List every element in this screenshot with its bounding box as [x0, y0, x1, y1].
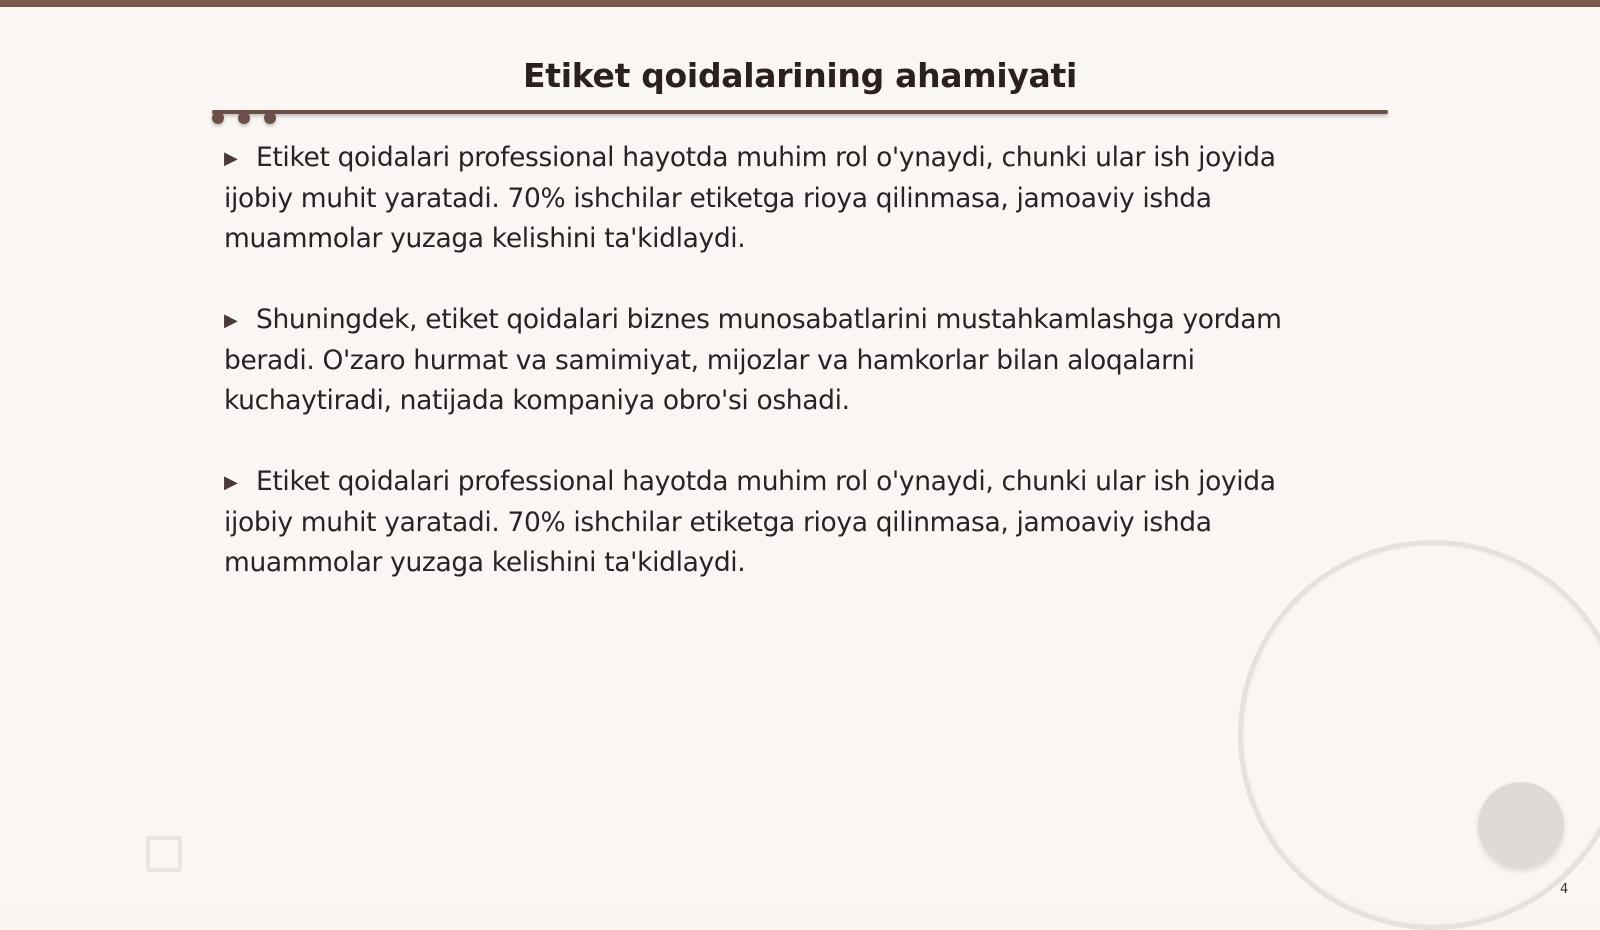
bullet-item	[224, 300, 1344, 421]
bullet-arrow-icon: ▶	[224, 148, 238, 169]
bullet-text: Etiket qoidalari professional hayotda muhim rol o'ynaydi, chunki ular ish joyida ijobiy muhit yaratadi. 70% ishchilar etiketga rioya qilinmasa, jamoaviy ishda muammolar yuzaga kelishini ta'kidlaydi.	[224, 142, 1276, 254]
decoration-dot	[212, 112, 224, 124]
bullet-text: Etiket qoidalari professional hayotda muhim rol o'ynaydi, chunki ular ish joyida ijobiy muhit yaratadi. 70% ishchilar etiketga rioya qilinmasa, jamoaviy ishda muammolar yuzaga kelishini ta'kidlaydi.	[224, 466, 1276, 578]
decorative-disc	[1478, 782, 1564, 868]
decoration-dot	[238, 112, 250, 124]
bullet-list	[224, 138, 1344, 624]
decorative-ring	[1238, 540, 1600, 930]
bullet-text: Shuningdek, etiket qoidalari biznes munosabatlarini mustahkamlashga yordam beradi. O'zaro hurmat va samimiyat, mijozlar va hamkorlar bilan aloqalarni kuchaytiradi, natijada kompaniya obro'si oshadi.	[224, 304, 1282, 416]
bullet-item	[224, 138, 1344, 259]
slide-title: Etiket qoidalarining ahamiyati	[523, 56, 1077, 95]
title-underline	[212, 110, 1388, 114]
decorative-square-outline	[146, 836, 182, 872]
bullet-item	[224, 462, 1344, 583]
title-dots-decoration	[212, 112, 282, 126]
top-accent-bar	[0, 0, 1600, 7]
decoration-dot	[264, 112, 276, 124]
page-number: 4	[1560, 882, 1569, 897]
bullet-arrow-icon: ▶	[224, 310, 238, 331]
bullet-arrow-icon: ▶	[224, 472, 238, 493]
